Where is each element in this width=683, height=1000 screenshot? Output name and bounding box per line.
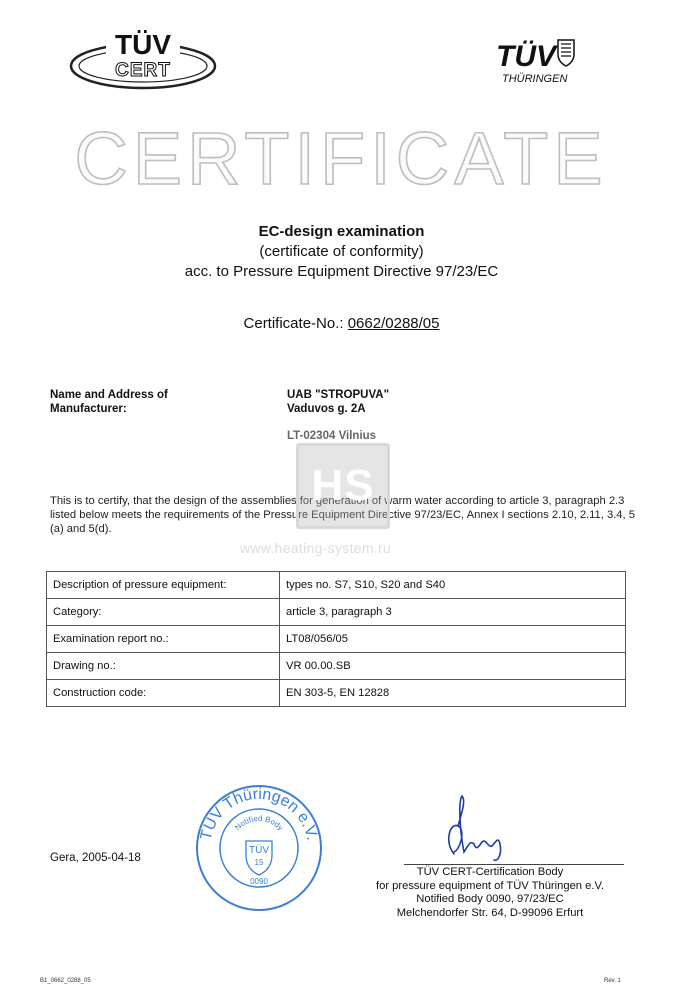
issuer-line-3: Notified Body 0090, 97/23/EC <box>416 893 564 905</box>
row-value: VR 00.00.SB <box>280 653 626 680</box>
tuv-cert-logo <box>68 26 218 92</box>
stamp-center-text: TÜV <box>249 845 269 856</box>
manufacturer-name: UAB "STROPUVA" <box>287 389 390 401</box>
certification-statement: This is to certify, that the design of the assemblies for generation of warm water according to article 3, paragraph 2.3 listed below meets the requirements of the Pressure Equipment Directive 97/23/EC, Annex I sections 2.10, 2.11, 3.4, 5 (a) and 5(d). <box>50 495 635 535</box>
signature-line <box>404 864 624 865</box>
row-value: article 3, paragraph 3 <box>280 599 626 626</box>
equipment-details-table <box>46 571 626 707</box>
directive-reference: acc. to Pressure Equipment Directive 97/23/EC <box>184 263 499 280</box>
row-value: types no. S7, S10, S20 and S40 <box>280 572 626 599</box>
certificate-title <box>0 118 683 198</box>
certificate-number-label: Certificate-No.: <box>243 315 344 332</box>
stamp-ring-text: TÜV Thüringen e.V. <box>197 785 321 842</box>
manufacturer-address <box>287 388 487 416</box>
revision-label: Rev. 1 <box>604 978 621 984</box>
table-row <box>47 572 626 599</box>
stamp-code: 0090 <box>250 877 268 886</box>
tuv-cert-logo-bottom: CERT <box>115 60 171 81</box>
row-label: Examination report no.: <box>47 626 280 653</box>
place-and-date: Gera, 2005-04-18 <box>50 852 141 864</box>
row-label: Construction code: <box>47 680 280 707</box>
watermark-logo: HS <box>296 443 390 529</box>
row-label: Category: <box>47 599 280 626</box>
thueringen-crest-icon <box>558 40 574 66</box>
document-subheading: (certificate of conformity) <box>259 243 424 260</box>
document-heading: EC-design examination <box>258 223 425 240</box>
issuer-block <box>340 866 640 920</box>
stamp-inner-text: Notified Body <box>233 813 286 833</box>
manufacturer-label-line1: Name and Address of <box>50 389 168 401</box>
signature <box>440 792 520 862</box>
issuer-line-4: Melchendorfer Str. 64, D-99096 Erfurt <box>396 906 584 919</box>
table-row <box>47 599 626 626</box>
certificate-number-line <box>0 315 683 332</box>
row-value: EN 303-5, EN 12828 <box>280 680 626 707</box>
table-row <box>47 626 626 653</box>
manufacturer-label-line2: Manufacturer: <box>50 403 127 415</box>
tuv-cert-logo-top: TÜV <box>115 29 171 60</box>
row-label: Drawing no.: <box>47 653 280 680</box>
table-row <box>47 680 626 707</box>
tuv-thueringen-logo-top: TÜV <box>496 40 556 73</box>
document-code: B1_0662_0288_05 <box>40 978 91 984</box>
issuer-line-2: for pressure equipment of TÜV Thüringen e.V. <box>375 879 605 892</box>
manufacturer-street: Vaduvos g. 2A <box>287 403 366 415</box>
stamp-number: 15 <box>254 858 264 867</box>
row-label: Description of pressure equipment: <box>47 572 280 599</box>
manufacturer-city: LT-02304 Vilnius <box>287 430 377 442</box>
table-row <box>47 653 626 680</box>
manufacturer-label <box>50 388 230 416</box>
row-value: LT08/056/05 <box>280 626 626 653</box>
watermark-url: www.heating-system.ru <box>240 540 392 556</box>
svg-text:CERTIFICATE: CERTIFICATE <box>74 118 608 198</box>
tuv-thueringen-logo-bottom: THÜRINGEN <box>502 73 568 85</box>
tuv-thueringen-logo <box>494 36 594 92</box>
issuer-line-1: TÜV CERT-Certification Body <box>416 866 564 878</box>
certificate-number: 0662/0288/05 <box>347 315 440 332</box>
tuv-stamp <box>194 783 324 913</box>
